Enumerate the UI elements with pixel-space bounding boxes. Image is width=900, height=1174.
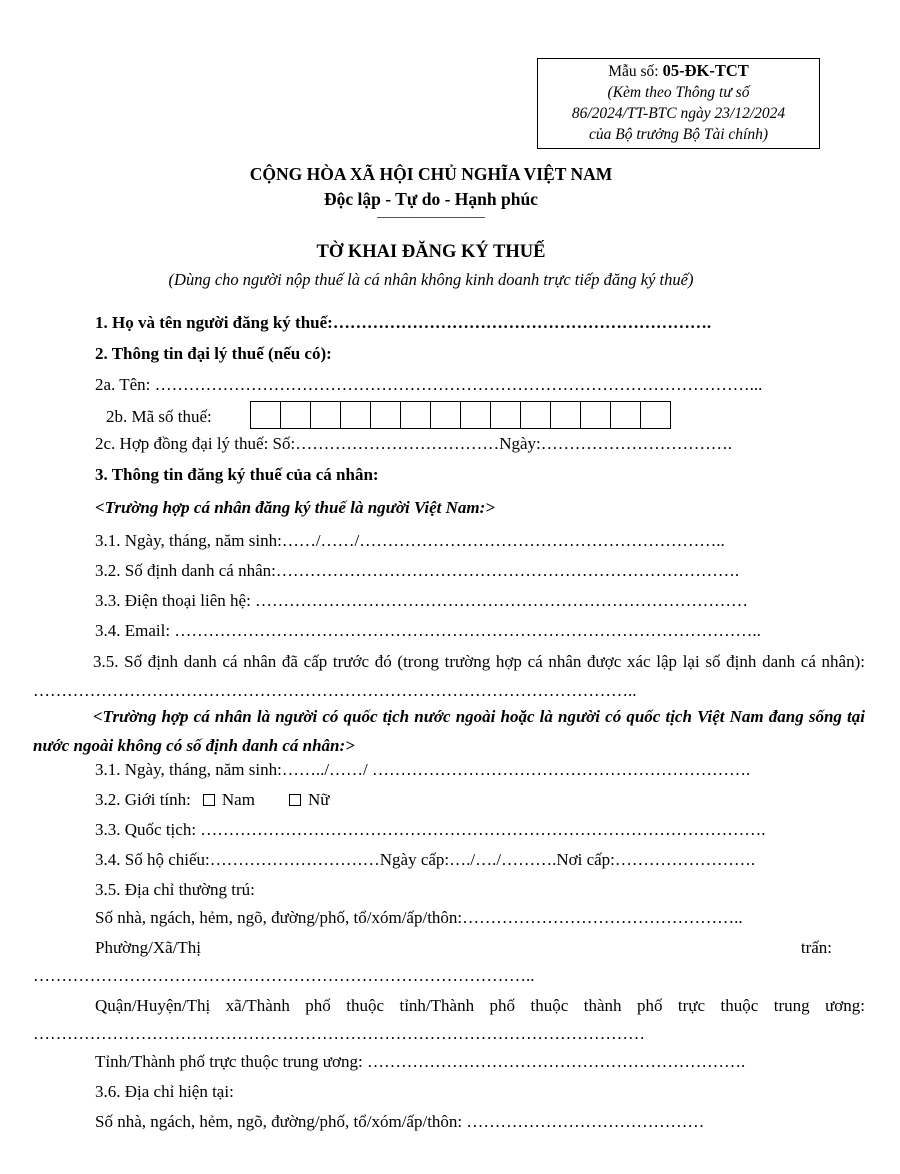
circular-reference-line2: 86/2024/TT-BTC ngày 23/12/2024: [571, 105, 786, 122]
vietnamese-case-heading: <Trường hợp cá nhân đăng ký thuế là người Việt Nam:>: [95, 498, 495, 517]
tax-code-cell: [610, 401, 641, 429]
tax-code-cell: [640, 401, 671, 429]
circular-reference-line1: (Kèm theo Thông tư số: [607, 84, 750, 101]
field-permanent-street: Số nhà, ngách, hẻm, ngõ, đường/phố, tổ/xóm/ấp/thôn:…………………………………………..: [95, 908, 743, 927]
foreign-case-heading: <Trường hợp cá nhân là người có quốc tịch nước ngoài hoặc là người có quốc tịch Việt Nam đang sống tại nước ngoài không có số định danh cá nhân:>: [33, 707, 865, 755]
form-number-label: Mẫu số:: [608, 63, 659, 80]
tax-code-grid: [250, 401, 671, 429]
field-current-street: Số nhà, ngách, hẻm, ngõ, đường/phố, tổ/xóm/ấp/thôn: ……………………………………: [95, 1112, 705, 1131]
field-fn-gender: [95, 789, 329, 811]
form-number-box: [537, 58, 820, 149]
national-motto: Độc lập - Tự do - Hạnh phúc: [324, 189, 538, 209]
circular-reference-line3: của Bộ trưởng Bộ Tài chính): [588, 126, 769, 143]
tax-code-cell: [520, 401, 551, 429]
field-vn-email: 3.4. Email: …………………………………………………………………………………………..: [95, 621, 761, 640]
tax-code-cell: [430, 401, 461, 429]
tax-code-cell: [370, 401, 401, 429]
document-subtitle: (Dùng cho người nộp thuế là cá nhân không kinh doanh trực tiếp đăng ký thuế): [168, 270, 694, 289]
national-title: CỘNG HÒA XÃ HỘI CHỦ NGHĨA VIỆT NAM: [249, 164, 613, 184]
field-vn-phone: 3.3. Điện thoại liên hệ: ……………………………………………………………………………: [95, 591, 749, 610]
tax-code-cell: [310, 401, 341, 429]
field-district-label: Quận/Huyện/Thị xã/Thành phố thuộc tỉnh/Thành phố thuộc thành phố trực thuộc trung ương:: [95, 996, 865, 1015]
form-number-line: [542, 60, 815, 82]
field-agent-contract: 2c. Hợp đồng đại lý thuế: Số:………………………………Ngày:…………………………….: [95, 434, 733, 453]
tax-code-cell: [580, 401, 611, 429]
permanent-address-heading: 3.5. Địa chỉ thường trú:: [95, 880, 255, 899]
field-registrant-name: 1. Họ và tên người đăng ký thuế:………………………………………………………….: [95, 313, 712, 332]
gender-label: 3.2. Giới tính:: [95, 790, 191, 809]
checkbox-female: [289, 794, 301, 806]
motto-divider: [377, 217, 485, 218]
current-address-heading: 3.6. Địa chỉ hiện tại:: [95, 1082, 234, 1101]
tax-code-cell: [340, 401, 371, 429]
field-vn-previous-id: 3.5. Số định danh cá nhân đã cấp trước đó (trong trường hợp cá nhân được xác lập lại số định danh cá nhân): ……………………………………………………………………………………………..: [33, 652, 865, 700]
field-province: Tỉnh/Thành phố trực thuộc trung ương: ………………………………………………………….: [95, 1052, 746, 1071]
tax-code-cell: [250, 401, 281, 429]
tax-code-cell: [400, 401, 431, 429]
tax-code-cell: [550, 401, 581, 429]
field-vn-birthdate: 3.1. Ngày, tháng, năm sinh:……/……/………………………………………………………..: [95, 531, 725, 550]
tax-code-cell: [460, 401, 491, 429]
field-vn-personal-id: 3.2. Số định danh cá nhân:……………………………………………………………………….: [95, 561, 740, 580]
document-title: TỜ KHAI ĐĂNG KÝ THUẾ: [316, 242, 546, 262]
field-tax-code-label: 2b. Mã số thuế:: [106, 407, 212, 426]
section2-heading: 2. Thông tin đại lý thuế (nếu có):: [95, 344, 332, 363]
section3-heading: 3. Thông tin đăng ký thuế của cá nhân:: [95, 465, 379, 484]
ward-label-left: Phường/Xã/Thị: [95, 938, 202, 957]
field-fn-birthdate: 3.1. Ngày, tháng, năm sinh:……../……/ ………………………………………………………….: [95, 760, 751, 779]
gender-female-label: Nữ: [307, 790, 330, 809]
ward-label-right: trấn:: [800, 938, 832, 957]
tax-code-cell: [490, 401, 521, 429]
form-number-code: 05-ĐK-TCT: [662, 61, 749, 80]
field-fn-nationality: 3.3. Quốc tịch: ……………………………………………………………………………………….: [95, 820, 766, 839]
field-district-dots: ………………………………………………………………………………………………: [33, 1024, 645, 1043]
tax-code-cell: [280, 401, 311, 429]
field-ward-dots: ……………………………………………………………………………..: [33, 966, 535, 985]
gender-male-label: Nam: [221, 790, 255, 809]
field-ward-line: [95, 937, 832, 959]
field-fn-passport: 3.4. Số hộ chiếu:…………………………Ngày cấp:…./…./……….Nơi cấp:…………………….: [95, 850, 756, 869]
checkbox-male: [203, 794, 215, 806]
field-agent-name: 2a. Tên: ……………………………………………………………………………………………...: [95, 375, 763, 394]
